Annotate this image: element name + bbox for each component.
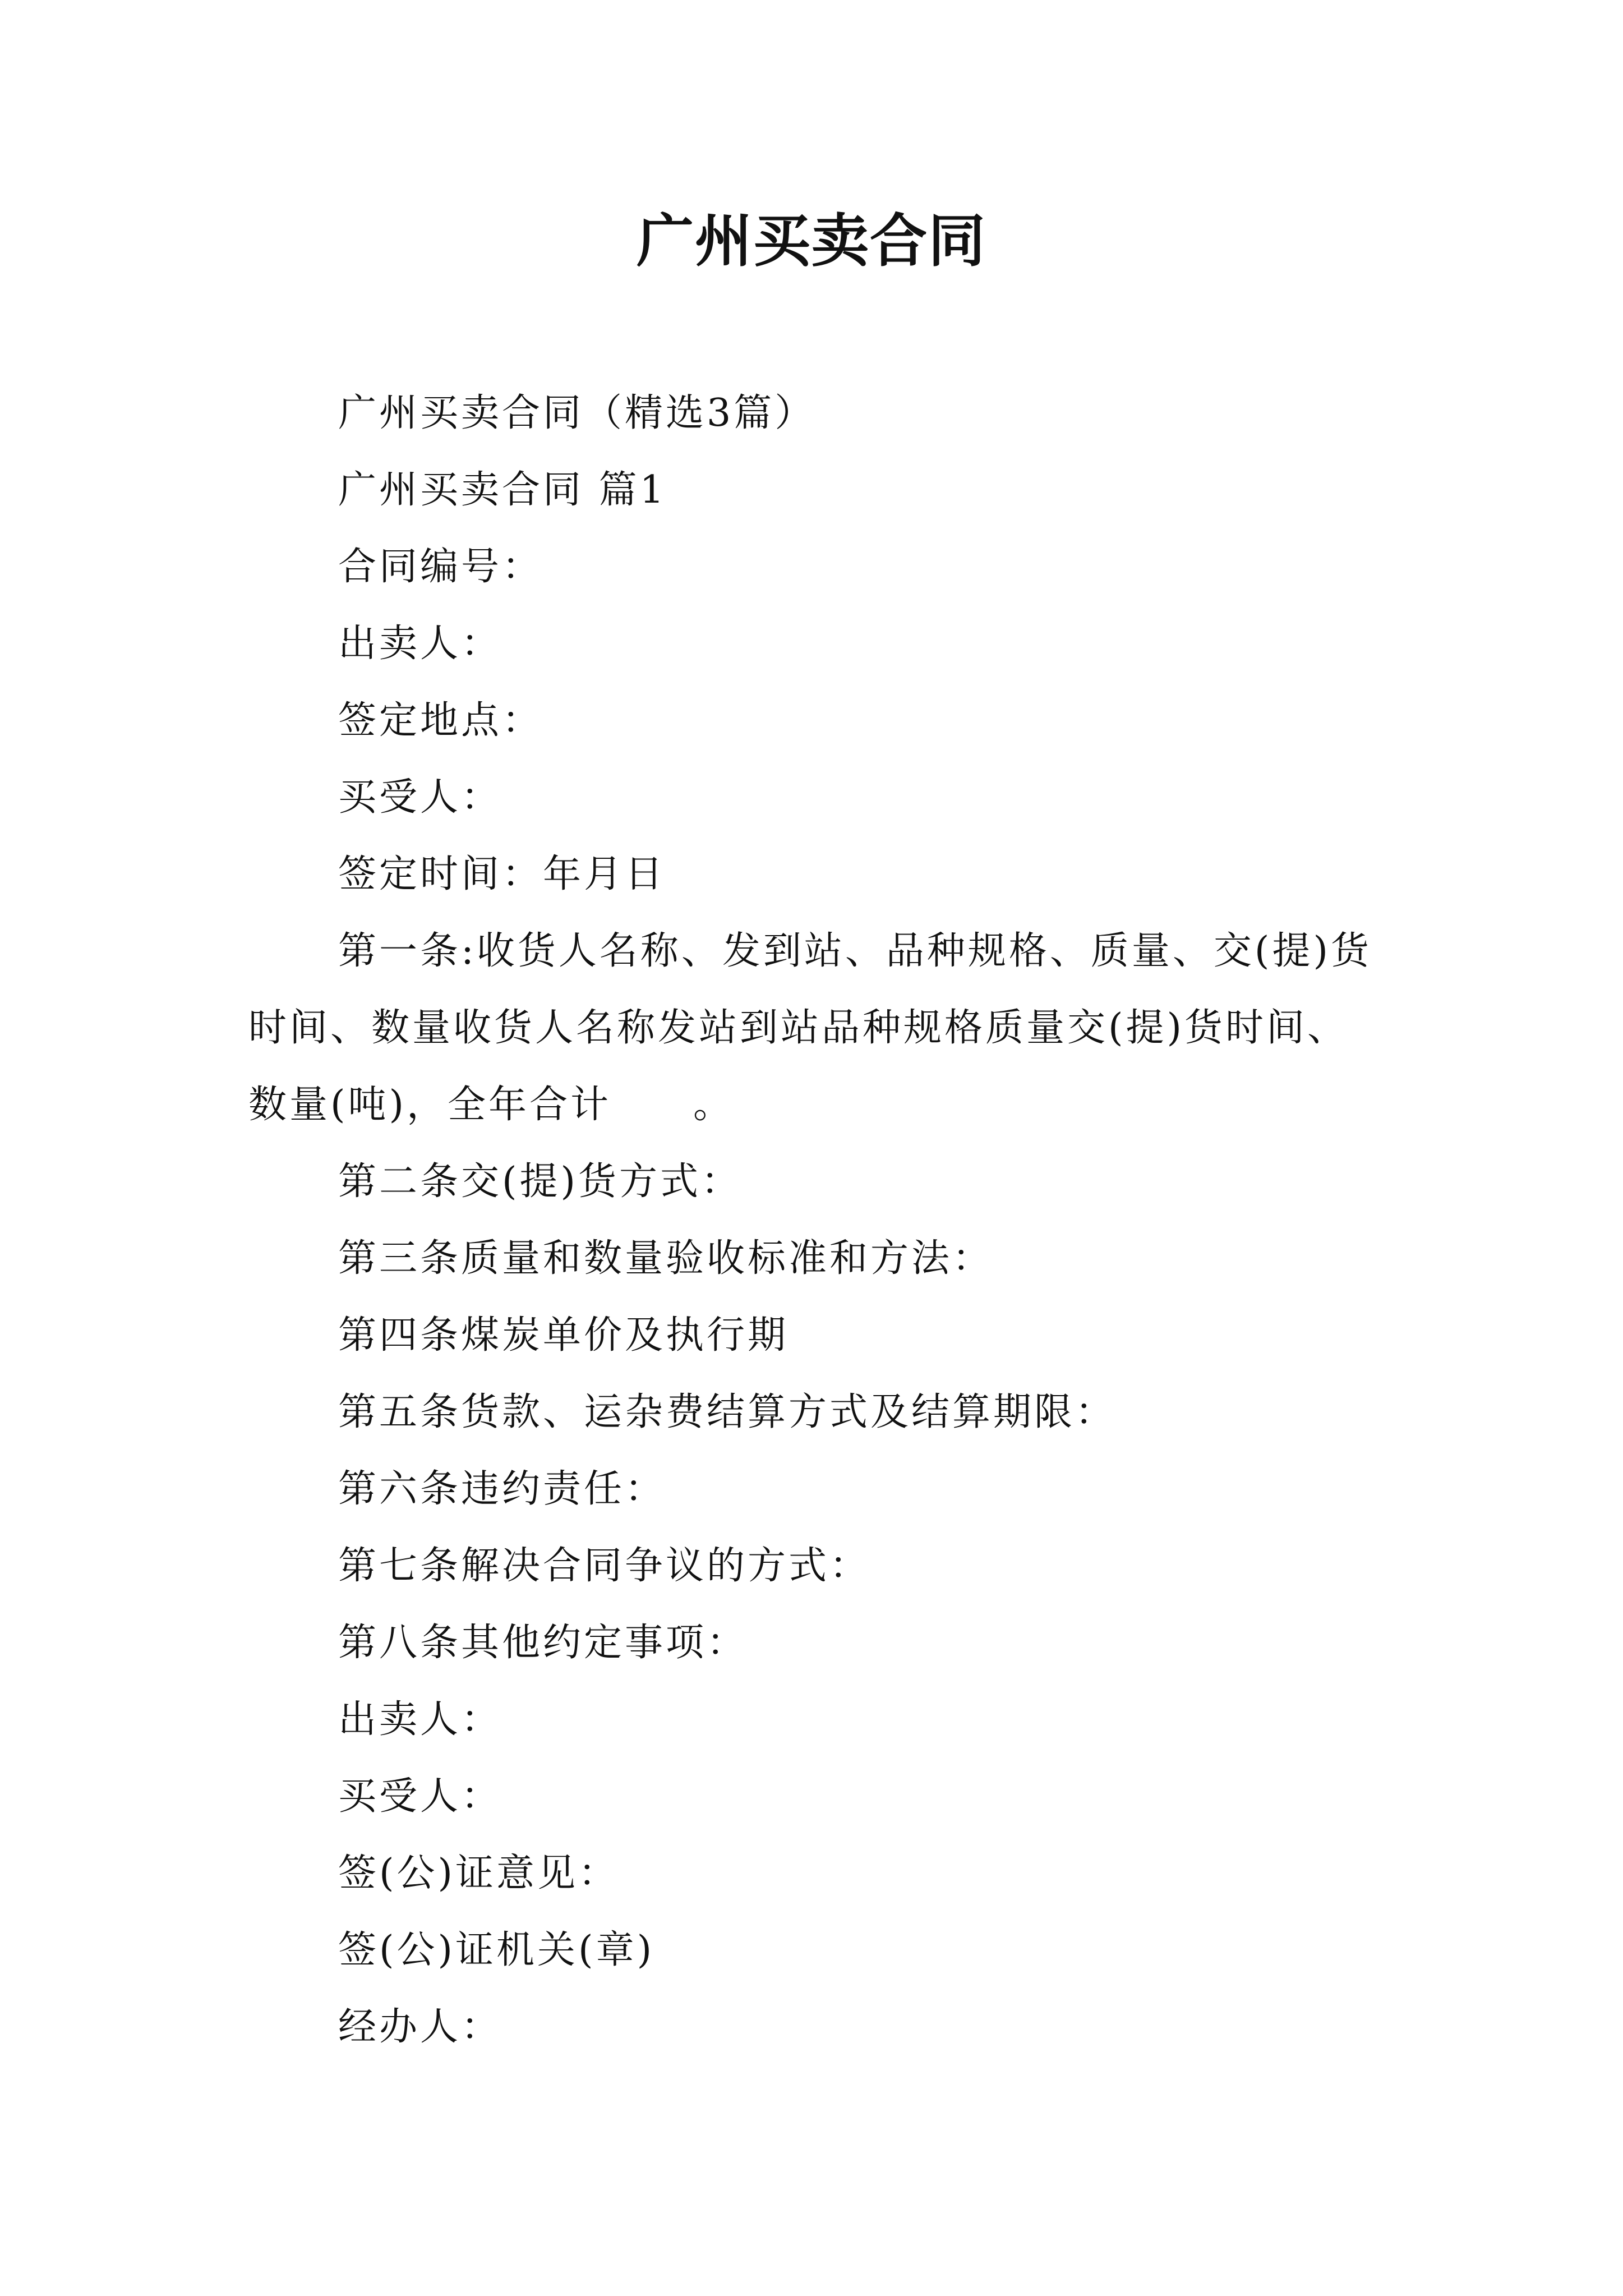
- signature-buyer: 买受人：: [338, 1774, 502, 1819]
- article-4: 第四条煤炭单价及执行期: [338, 1313, 789, 1358]
- notary-office-seal: 签(公)证机关(章): [338, 1928, 655, 1972]
- article-7: 第七条解决合同争议的方式：: [338, 1544, 871, 1588]
- handler: 经办人：: [338, 2005, 502, 2049]
- paragraph-collection-title: 广州买卖合同（精选3篇）: [338, 391, 816, 435]
- signature-seller: 出卖人：: [338, 1697, 502, 1742]
- paragraph-contract-number: 合同编号：: [338, 545, 543, 589]
- article-2: 第二条交(提)货方式：: [338, 1159, 743, 1204]
- paragraph-buyer: 买受人：: [338, 775, 502, 820]
- article-6: 第六条违约责任：: [338, 1467, 666, 1511]
- paragraph-signing-time: 签定时间：年月日: [338, 852, 666, 896]
- article-1: 第一条:收货人名称、发到站、品种规格、质量、交(提)货时间、数量收货人名称发站到站品种规格质量交(提)货时间、数量(吨)，全年合计 。: [248, 929, 1372, 1127]
- document-title: 广州买卖合同: [637, 208, 986, 275]
- article-8: 第八条其他约定事项：: [338, 1621, 748, 1665]
- notary-opinion: 签(公)证意见：: [338, 1851, 620, 1895]
- paragraph-signing-place: 签定地点：: [338, 698, 543, 743]
- document-body: [248, 375, 1387, 2065]
- paragraph-seller: 出卖人：: [338, 622, 502, 666]
- article-5: 第五条货款、运杂费结算方式及结算期限：: [338, 1390, 1117, 1434]
- paragraph-section-title: 广州买卖合同 篇1: [338, 468, 667, 512]
- article-3: 第三条质量和数量验收标准和方法：: [338, 1236, 994, 1281]
